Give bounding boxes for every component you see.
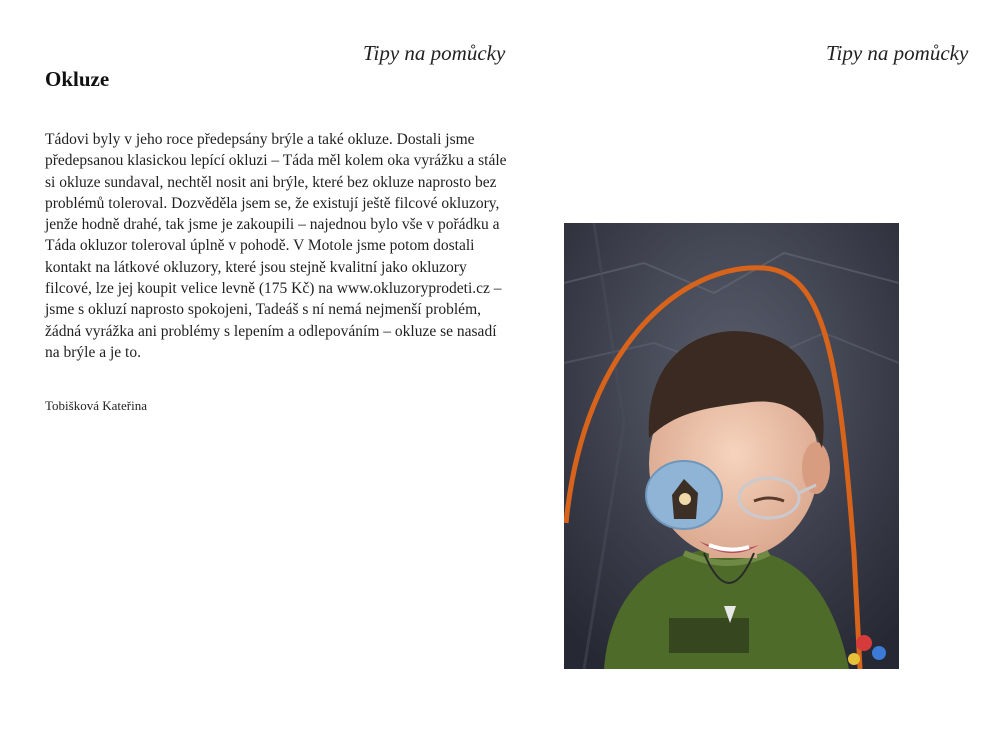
- article-title: Okluze: [45, 67, 110, 91]
- article-body: Tádovi byly v jeho roce předepsány brýle a také okluze. Dostali jsme předepsanou klasickou lepící okluzi – Táda měl kolem oka vyrážku a stále si okluze sundaval, nechtěl nosit ani brýle, které bez okluze naprosto bez problémů toleroval. Dozvěděla jsem se, že existují ještě filcové okluzory, jenže hodně drahé, tak jsme je zakoupili – najednou bylo vše v pořádku a Táda okluzor toleroval úplně v pohodě. V Motole jsme potom dostali kontakt na látkové okluzory, které jsou stejně kvalitní jako okluzory filcové, lze jej koupit velice levně (175 Kč) na www.okluzoryprodeti.cz – jsme s okluzí naprosto spokojeni, Tadeáš s ní nemá nejmenší problém, žádná vyrážka ani problémy s lepením a odlepováním – okluze se nasadí na brýle a je to.: [45, 131, 507, 361]
- running-head-right: Tipy na pomůcky: [826, 41, 969, 65]
- running-head-left: Tipy na pomůcky: [363, 41, 506, 65]
- article-author: Tobišková Kateřina: [45, 398, 147, 413]
- boy-with-eye-occluder-photo: [564, 223, 899, 669]
